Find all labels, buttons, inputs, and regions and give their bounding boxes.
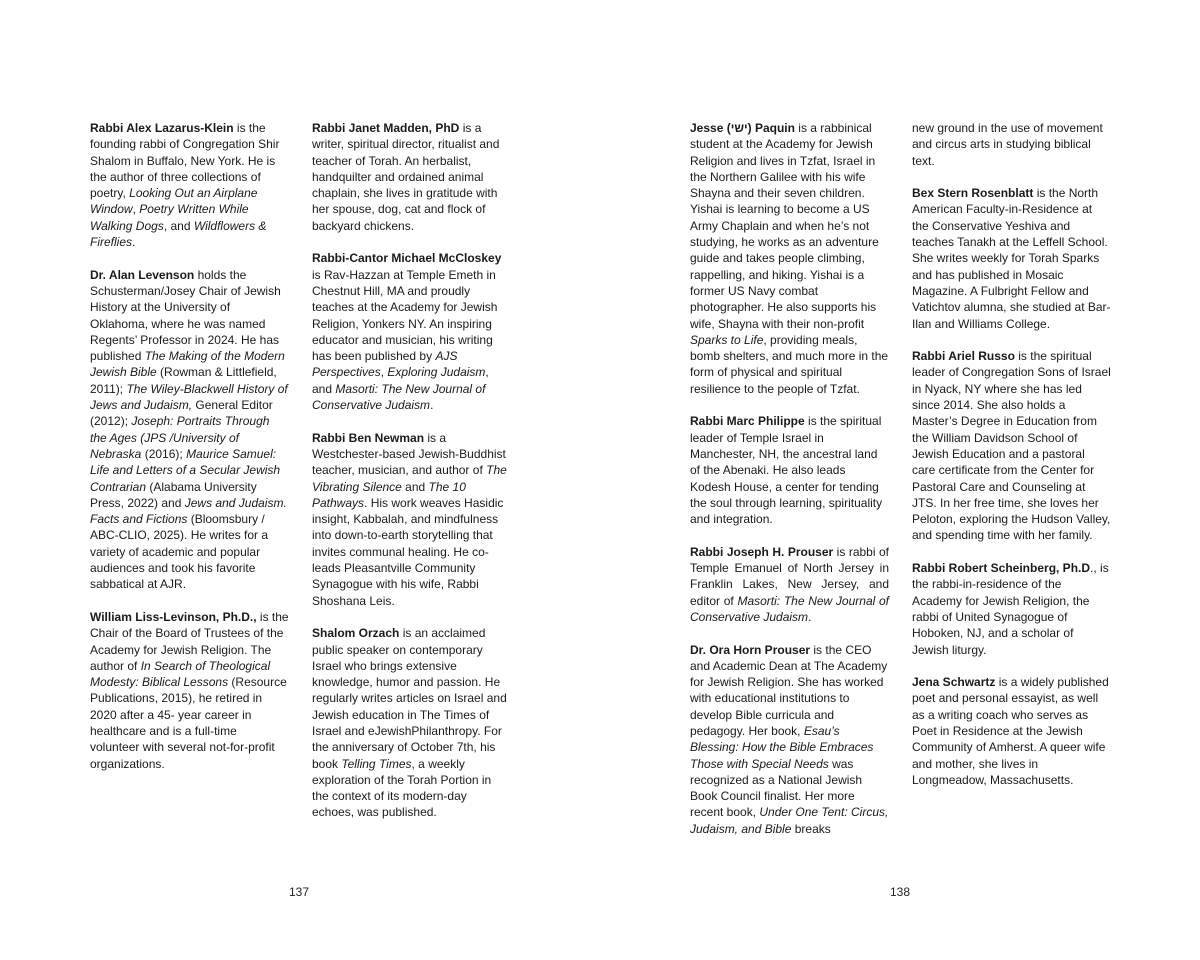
bio-newman [312,430,511,609]
right-page-column-1 [690,120,889,853]
bio-text: is a writer, spiritual director, ritualist and teacher of Torah. An herbalist, handquilter and ordained animal chaplain, she lives in gratitude with her spouse, dog, cat and flock of backyard chickens. [312,121,500,233]
left-page-column-1 [90,120,289,788]
bio-schwartz [912,674,1111,788]
bio-paquin [690,120,889,397]
bio-text: , and [312,365,489,396]
bio-mccloskey [312,250,511,413]
bio-levenson [90,267,289,593]
bio-prouser-cont [912,120,1111,169]
bio-name: Rabbi-Cantor Michael McCloskey [312,251,502,266]
bio-text: General Editor (2012); [90,398,273,429]
bio-orzach [312,625,511,821]
bio-text: . [132,235,136,250]
bio-name: Rabbi Robert Scheinberg, Ph.D [912,561,1091,576]
bio-text: , [132,202,140,217]
book-title: Under One Tent: Circus, Judaism, and Bible [690,805,889,836]
bio-philippe [690,413,889,527]
book-title: The 10 Pathways [312,479,466,510]
bio-text: new ground in the use of movement and circus arts in studying biblical text. [912,121,1103,168]
bio-name: Jesse (ישי) Paquin [690,121,795,135]
bio-text: is the spiritual leader of Temple Israel in Manchester, NH, the ancestral land of the Abenaki. He also leads Kodesh House, a center for tending the soul through learning, spirituality and integration. [690,414,883,527]
bio-j-prouser [690,544,889,625]
bio-name: Jena Schwartz [912,675,996,690]
book-title: Maurice Samuel: Life and Letters of a Secular Jewish Contrarian [90,446,281,494]
bio-name: Bex Stern Rosenblatt [912,186,1034,201]
book-title: Telling Times [341,756,412,771]
book-title: The Making of the Modern Jewish Bible [90,349,285,380]
bio-text: , a weekly exploration of the Torah Portion in the context of its modern-day echoes, was published. [312,756,492,820]
bio-text: . [430,398,434,413]
bio-name: Rabbi Ariel Russo [912,349,1015,364]
bio-text: is Rav-Hazzan at Temple Emeth in Chestnut Hill, MA and proudly teaches at the Academy for Jewish Religion, Yonkers NY. An inspiring educator and musician, his writing has been published by [312,267,498,364]
left-page-column-2 [312,120,511,837]
bio-text: is a rabbinical student at the Academy for Jewish Religion and lives in Tzfat, Israel in the Northern Galilee with his wife Shayna and their seven children. Yishai is learning to become a US Army Chaplain and when he’s not studying, he works as an adventure guide and takes people climbing, rappelling, and hiking. Yishai is a former US Navy combat photographer. He also supports his wife, Shayna with their non-profit [690,121,879,331]
book-title: Jews and Judaism. Facts and Fictions [90,495,287,527]
bio-name: Rabbi Ben Newman [312,430,425,445]
book-title: Looking Out an Airplane Window [90,186,258,217]
bio-text: is the founding rabbi of Congregation Shir Shalom in Buffalo, New York. He is the author of three collections of poetry, [90,121,280,201]
bio-name: Dr. Alan Levenson [90,267,195,282]
bio-text: is a widely published poet and personal essayist, as well as a writing coach who serves as Poet in Residence at the Jewish Community of Amherst. A queer wife and mother, she lives in Longmeadow, Massachusetts. [912,675,1109,787]
bio-text: is rabbi of Temple Emanuel of North Jersey in Franklin Lakes, New Jersey, and editor of [690,544,889,608]
bio-text: is the North American Faculty-in-Residence at the Conservative Yeshiva and teaches Tanakh at the Leffell School. She writes weekly for Torah Sparks and has published in Mosaic Magazine. A Fulbright Fellow and Vatichtov alumna, she studied at Bar-Ilan and Williams College. [912,186,1111,331]
bio-name: Shalom Orzach [312,626,400,641]
book-title: Masorti: The New Journal of Conservative Judaism [312,381,486,413]
bio-text: , [380,365,388,380]
bio-text: , providing meals, bomb shelters, and much more in the form of physical and spiritual resilience to the people of Tzfat. [690,332,889,396]
bio-name: Rabbi Joseph H. Prouser [690,544,834,559]
bio-name: Rabbi Marc Philippe [690,414,805,429]
book-title: Wildflowers & Fireflies [90,218,267,250]
bio-text: (Alabama University Press, 2022) and [90,479,257,510]
bio-text: is an acclaimed public speaker on contemporary Israel who brings extensive knowledge, humor and passion. He regularly writes articles on Israel and Jewish education in The Times of Israel and eJewishPhilanthropy. For the anniversary of October 7th, his book [312,626,507,771]
bio-name: William Liss-Levinson, Ph.D., [90,609,257,624]
book-title: Esau’s Blessing: How the Bible Embraces Those with Special Needs [690,723,874,771]
page-number-right: 138 [890,885,911,899]
bio-text: is the Chair of the Board of Trustees of the Academy for Jewish Religion. The author of [90,609,289,673]
book-title: Exploring Judaism [387,365,486,380]
bio-text: is the CEO and Academic Dean at The Academy for Jewish Religion. She has worked with educational institutions to develop Bible curricula and pedagogy. Her book, [690,642,888,738]
bio-name: Rabbi Janet Madden, PhD [312,121,460,135]
bio-russo [912,348,1111,544]
book-title: Sparks to Life [690,332,764,347]
book-title: The Vibrating Silence [312,463,507,494]
bio-text: is a Westchester-based Jewish-Buddhist teacher, musician, and author of [312,430,506,478]
page-number-left: 137 [289,885,310,899]
bio-name: Rabbi Alex Lazarus-Klein [90,121,234,135]
bio-text: . [808,609,812,624]
bio-lazarus-klein [90,120,289,250]
book-title: Poetry Written While Walking Dogs [90,202,249,233]
bio-text: is the spiritual leader of Congregation Sons of Israel in Nyack, NY where she has led since 2014. She also holds a Master’s Degree in Education from the William Davidson School of Jewish Education and a pastoral care certificate from the Center for Pastoral Care and Counseling at JTS. In her free time, she loves her Peloton, exploring the Hudson Valley, and spending time with her family. [912,349,1111,543]
bio-text: and [401,479,429,494]
book-title: The Wiley-Blackwell History of Jews and Judaism, [90,381,288,413]
bio-name: Dr. Ora Horn Prouser [690,642,811,657]
bio-o-prouser [690,642,889,838]
bio-text: (2016); [141,446,187,461]
bio-text: breaks [791,821,831,836]
book-title: Masorti: The New Journal of Conservative Judaism [690,593,890,624]
book-title: Joseph: Portraits Through the Ages (JPS /University of Nebraska [90,414,270,461]
bio-scheinberg [912,560,1111,658]
bio-text: was recognized as a National Jewish Book Council finalist. Her more recent book, [690,756,863,820]
bio-rosenblatt [912,185,1111,332]
book-title: AJS Perspectives [312,349,458,380]
bio-text: . His work weaves Hasidic insight, Kabbalah, and mindfulness into down-to-earth storytelling that invites communal healing. He co-leads Pleasantville Community Synagogue with his wife, Rabbi Shoshana Leis. [312,495,504,608]
bio-text: (Resource Publications, 2015), he retired in 2020 after a 45- year career in healthcare and is a full-time volunteer with several not-for-profit organizations. [90,675,287,771]
bio-text: ., is the rabbi-in-residence of the Academy for Jewish Religion, the rabbi of United Synagogue of Hoboken, NJ, and a scholar of Jewish liturgy. [912,561,1109,657]
bio-liss-levinson [90,609,289,772]
bio-text: (Bloomsbury / ABC-CLIO, 2025). He writes for a variety of academic and popular audiences and took his favorite sabbatical at AJR. [90,512,269,592]
bio-text: , and [163,218,194,233]
bio-text: holds the Schusterman/Josey Chair of Jewish History at the University of Oklahoma, where he was named Regents’ Professor in 2024. He has published [90,267,281,364]
bio-madden [312,120,511,234]
book-title: In Search of Theological Modesty: Biblical Lessons [90,658,271,690]
right-page-column-2 [912,120,1111,804]
bio-text: (Rowman & Littlefield, 2011); [90,365,277,396]
